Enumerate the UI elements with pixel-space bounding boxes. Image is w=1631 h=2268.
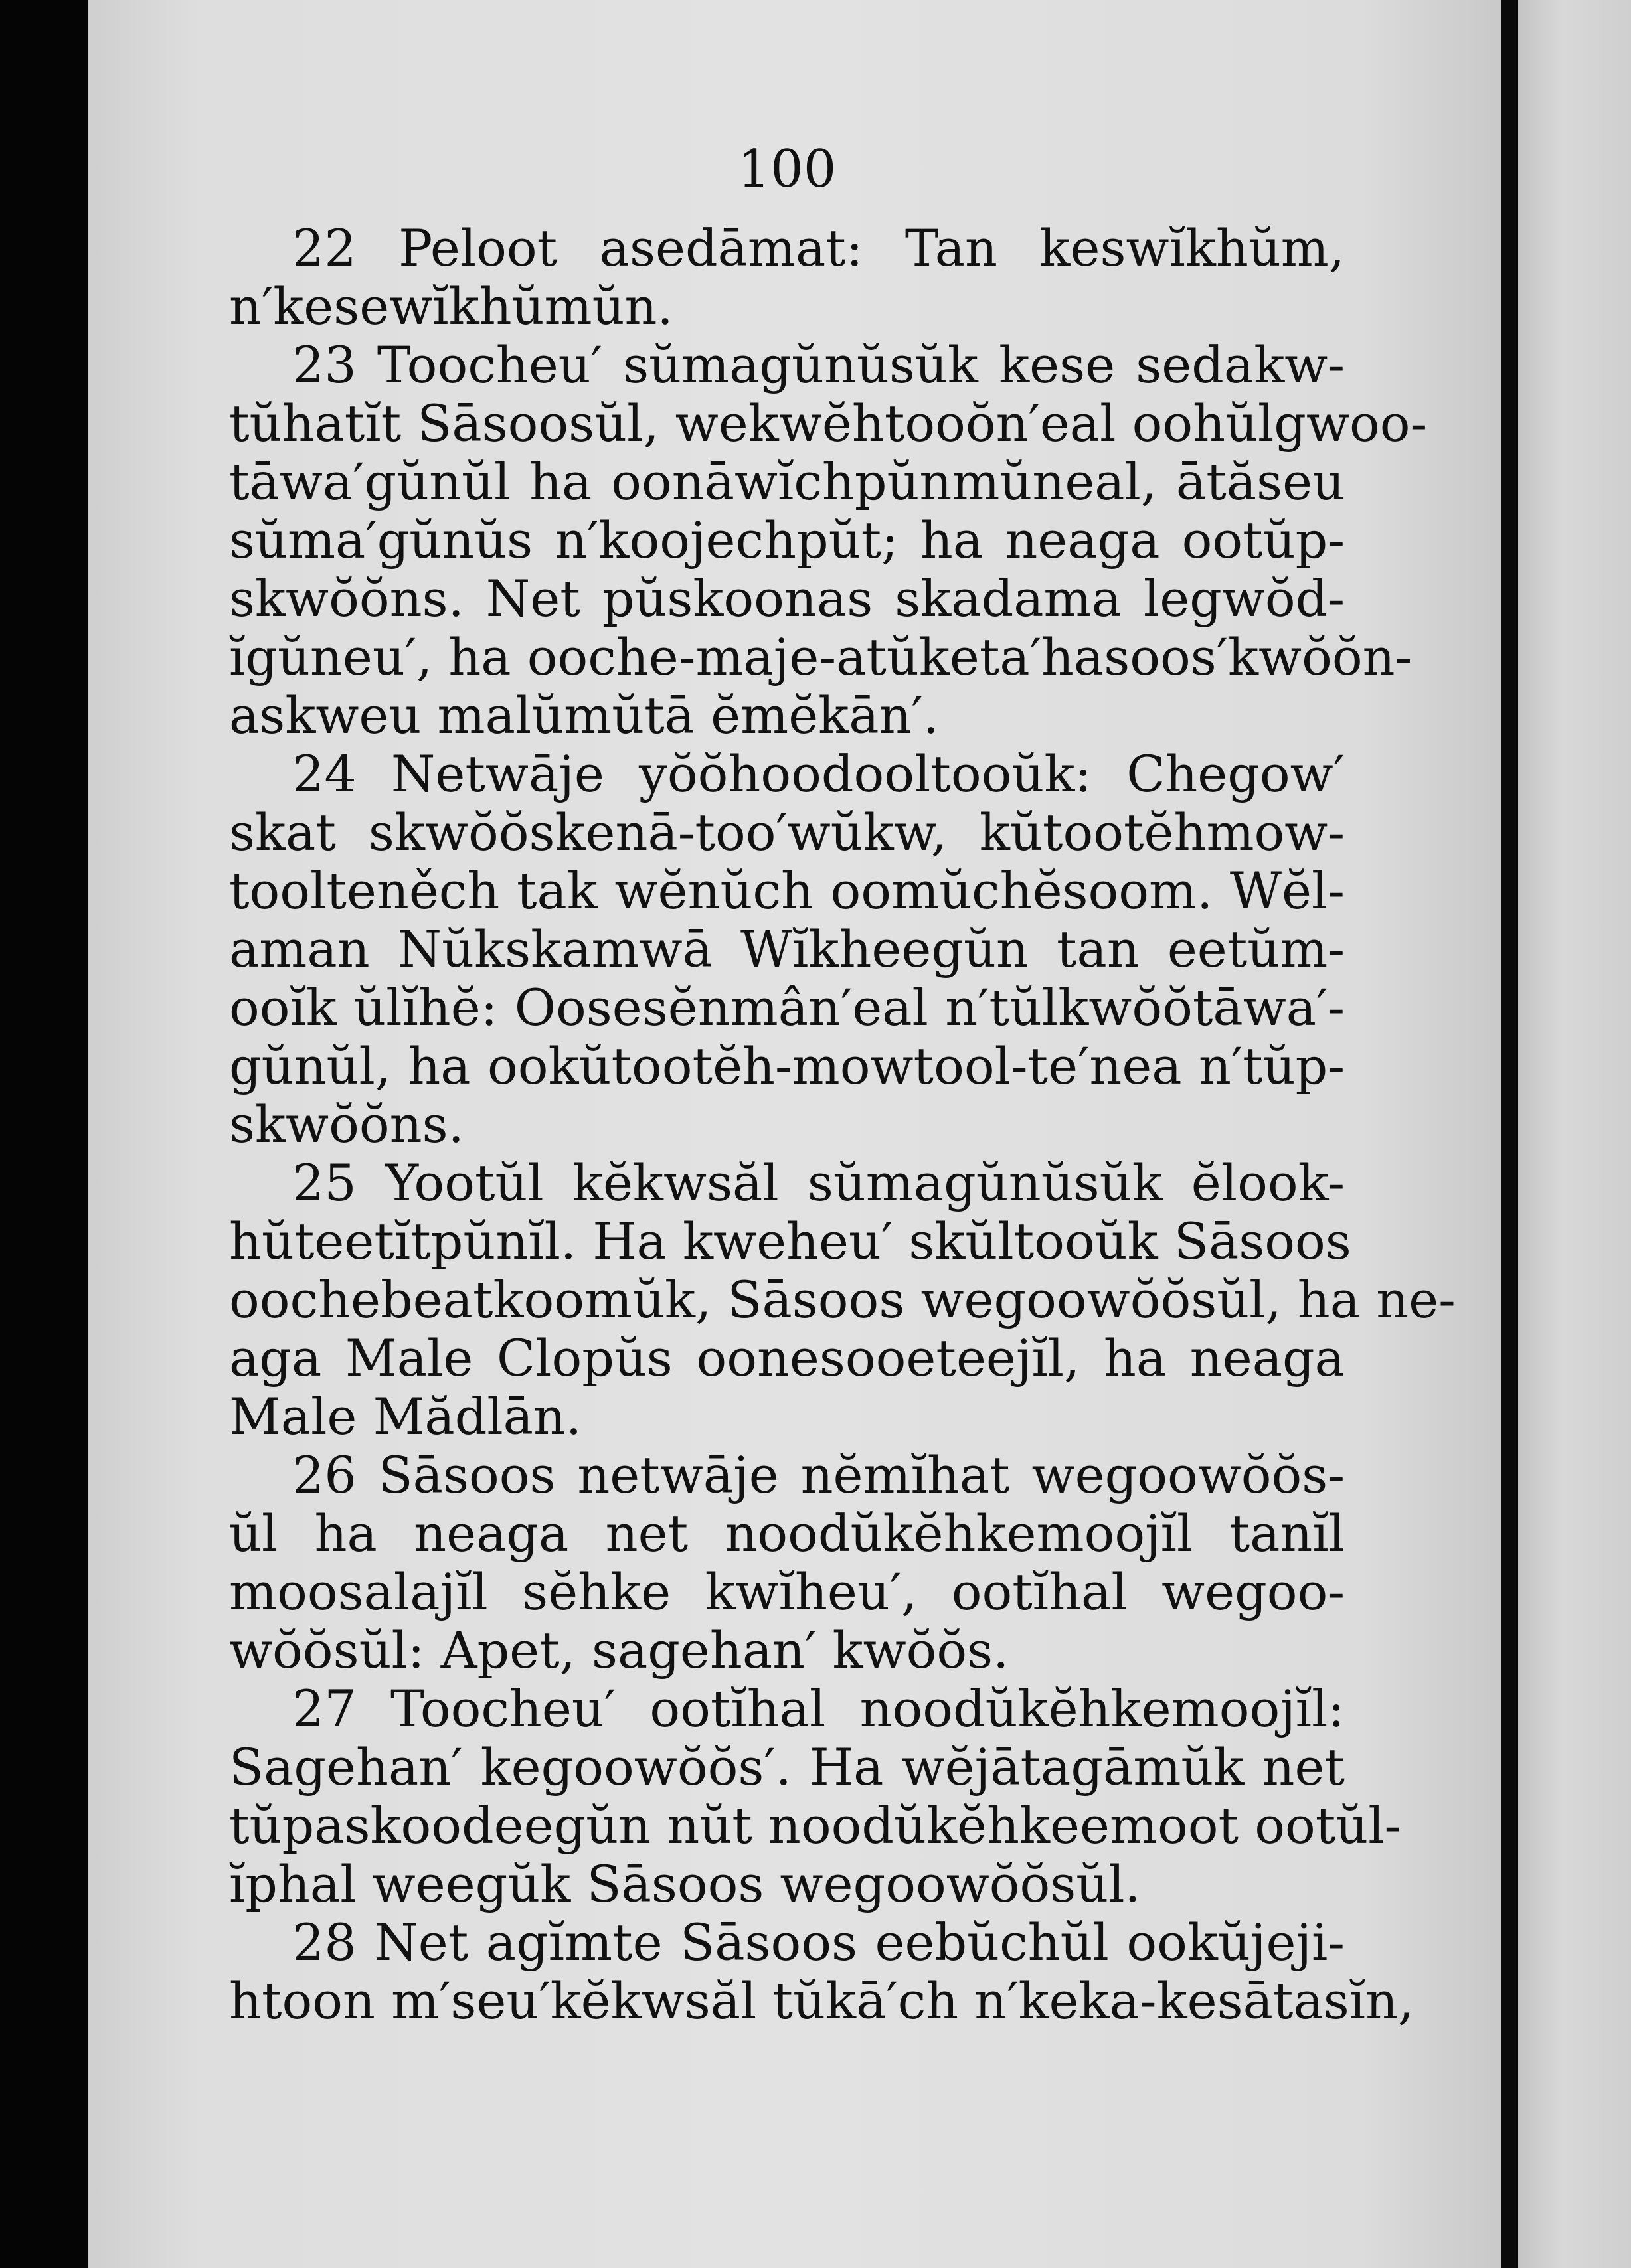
text-line: skat skwŏŏskenā-too′wŭkw, kŭtootĕhmow- — [229, 803, 1345, 862]
text-line: aga Male Clopŭs oonesooeteejĭl, ha neaga — [229, 1329, 1345, 1388]
text-line: tāwa′gŭnŭl ha oonāwĭchpŭnmŭneal, ātăseu — [229, 452, 1345, 511]
text-line: 24 Netwāje yŏŏhoodooltooŭk: Chegow′ — [292, 744, 1345, 803]
text-line: skwŏŏns. Net pŭskoonas skadama legwŏd- — [229, 569, 1345, 628]
text-line: 23 Toocheu′ sŭmagŭnŭsŭk kese sedakw- — [292, 335, 1345, 394]
text-line: wŏŏsŭl: Apet, sagehan′ kwŏŏs. — [229, 1621, 1009, 1680]
text-line: hŭteetĭtpŭnĭl. Ha kweheu′ skŭltooŭk Sāsoos — [229, 1212, 1351, 1271]
text-line: aman Nŭkskamwā Wĭkheegŭn tan eetŭm- — [229, 920, 1345, 979]
book-gutter — [1501, 0, 1518, 2268]
text-line: Sagehan′ kegoowŏŏs′. Ha wĕjātagāmŭk net — [229, 1738, 1345, 1797]
text-line: 22 Peloot asedāmat: Tan keswĭkhŭm, — [292, 218, 1345, 278]
text-line: tŭpaskoodeegŭn nŭt noodŭkĕhkeemoot ootŭl- — [229, 1796, 1402, 1855]
scan-border-left — [0, 0, 88, 2268]
text-line: 27 Toocheu′ ootĭhal noodŭkĕhkemoojĭl: — [292, 1679, 1345, 1738]
text-line: gŭnŭl, ha ookŭtootĕh-mowtool-te′nea n′tŭp- — [229, 1036, 1345, 1095]
text-line: oochebeatkoomŭk, Sāsoos wegoowŏŏsŭl, ha ne- — [229, 1270, 1456, 1329]
facing-page-edge — [1518, 0, 1631, 2268]
text-line: moosalajĭl sĕhke kwĭheu′, ootĭhal wegoo- — [229, 1562, 1345, 1621]
text-line: ĭgŭneu′, ha ooche-maje-atŭketa′hasoos′kwŏŏn- — [229, 627, 1413, 687]
text-line: 28 Net agĭmte Sāsoos eebŭchŭl ookŭjeji- — [292, 1913, 1345, 1972]
text-line: skwŏŏns. — [229, 1095, 464, 1154]
text-line: Male Mădlān. — [229, 1387, 582, 1446]
text-line: 26 Sāsoos netwāje nĕmĭhat wegoowŏŏs- — [292, 1445, 1345, 1504]
text-line: toolteněch tak wĕnŭch oomŭchĕsoom. Wĕl- — [229, 861, 1345, 920]
text-line: tŭhatĭt Sāsoosŭl, wekwĕhtooŏn′eal oohŭlgwoo- — [229, 394, 1428, 453]
page-number: 100 — [737, 139, 837, 199]
text-line: askweu malŭmŭtā ĕmĕkān′. — [229, 686, 939, 745]
text-line: ooĭk ŭlĭhĕ: Oosesĕnmân′eal n′tŭlkwŏŏtāwa′- — [229, 978, 1345, 1037]
text-line: 25 Yootŭl kĕkwsăl sŭmagŭnŭsŭk ĕlook- — [292, 1153, 1345, 1212]
text-line: sŭma′gŭnŭs n′koojechpŭt; ha neaga ootŭp- — [229, 511, 1345, 570]
text-line: htoon m′seu′kĕkwsăl tŭkā′ch n′keka-kesātasĭn, — [229, 1971, 1415, 2030]
text-line: ĭphal weegŭk Sāsoos wegoowŏŏsŭl. — [229, 1854, 1141, 1913]
text-line: n′kesewĭkhŭmŭn. — [229, 277, 673, 336]
text-line: ŭl ha neaga net noodŭkĕhkemoojĭl tanĭl — [229, 1504, 1345, 1563]
